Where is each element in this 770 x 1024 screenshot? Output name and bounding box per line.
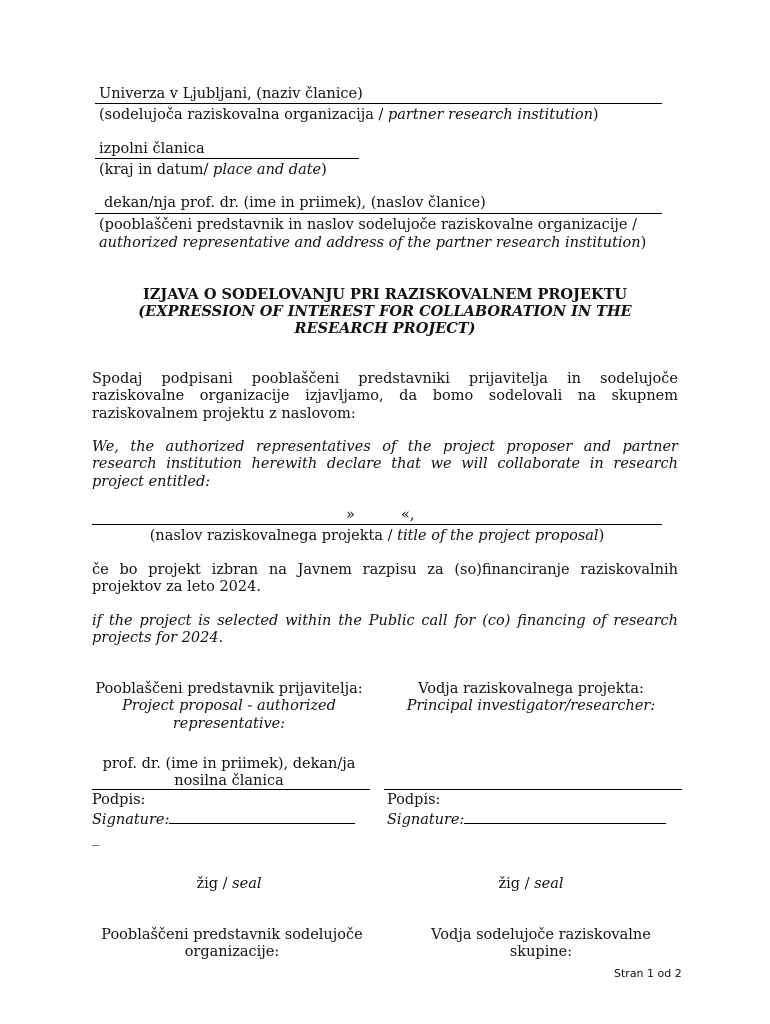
page-number: Stran 1 od 2 (614, 967, 682, 980)
left-heading-sl: Pooblaščeni predstavnik prijavitelja: (95, 681, 363, 697)
document-subtitle: (EXPRESSION OF INTEREST FOR COLLABORATION IN THE RESEARCH PROJECT) (138, 303, 632, 337)
left-heading-en: Project proposal - authorized representative: (122, 698, 336, 732)
left-seal: žig / seal (196, 876, 262, 892)
project-title-caption: (naslov raziskovalnega projekta / title of the project proposal) (149, 528, 605, 544)
selection-paragraph-sl: če bo projekt izbran na Javnem razpisu za (so)financiranje raziskovalnih projektov za leto 2024. (92, 562, 678, 596)
dash-mark: _ (92, 830, 100, 846)
signature-field (169, 809, 355, 824)
right-heading-en: Principal investigator/researcher: (406, 698, 656, 715)
divider (95, 103, 662, 104)
place-date-caption: (kraj in datum/ place and date) (99, 162, 327, 178)
left-signature-line (92, 789, 370, 790)
partner-representative-caption: Pooblaščeni predstavnik sodelujoče organizacije: (101, 927, 363, 961)
podpis-label: Podpis: (387, 792, 441, 808)
declaration-paragraph-sl: Spodaj podpisani pooblaščeni predstavniki prijavitelja in sodelujoče raziskovalne organizacije izjavljamo, da bomo sodelovali na skupnem raziskovalnem projektu z naslovom: (92, 371, 678, 422)
divider (95, 213, 662, 214)
document-title: IZJAVA O SODELOVANJU PRI RAZISKOVALNEM PROJEKTU (142, 286, 628, 303)
selection-paragraph-en: if the project is selected within the Public call for (co) financing of research projects for 2024. (92, 613, 678, 647)
university-line: Univerza v Ljubljani, (naziv članice) (99, 86, 363, 102)
left-heading (92, 681, 366, 733)
divider (95, 158, 359, 159)
representative-caption: (pooblaščeni predstavnik in naslov sodelujoče raziskovalne organizacije / authorized representative and address of the partner research institution) (99, 217, 647, 251)
podpis-label: Podpis: (92, 792, 146, 808)
left-signature-block (92, 791, 355, 847)
declaration-paragraph-en: We, the authorized representatives of the project proposer and partner research institution herewith declare that we will collaborate in research project entitled: (92, 439, 678, 490)
member-line: izpolni članica (99, 141, 205, 157)
signature-label: Signature: (387, 812, 465, 828)
right-heading (384, 681, 678, 716)
project-title-line (92, 524, 662, 525)
right-signature-line (384, 789, 682, 790)
right-seal: žig / seal (498, 876, 564, 892)
institution-caption: (sodelujoča raziskovalna organizacija / partner research institution) (99, 107, 599, 123)
dean-line: dekan/nja prof. dr. (ime in priimek), (naslov članice) (104, 195, 486, 211)
project-title-placeholder: » «, (346, 507, 415, 523)
right-heading-sl: Vodja raziskovalnega projekta: (418, 681, 644, 697)
signature-label: Signature: (92, 812, 170, 828)
left-signatory-name: prof. dr. (ime in priimek), dekan/ja nosilna članica (102, 756, 356, 790)
right-signature-block (387, 791, 666, 829)
partner-group-leader-caption: Vodja sodelujoče raziskovalne skupine: (431, 927, 651, 961)
signature-field (464, 809, 666, 824)
